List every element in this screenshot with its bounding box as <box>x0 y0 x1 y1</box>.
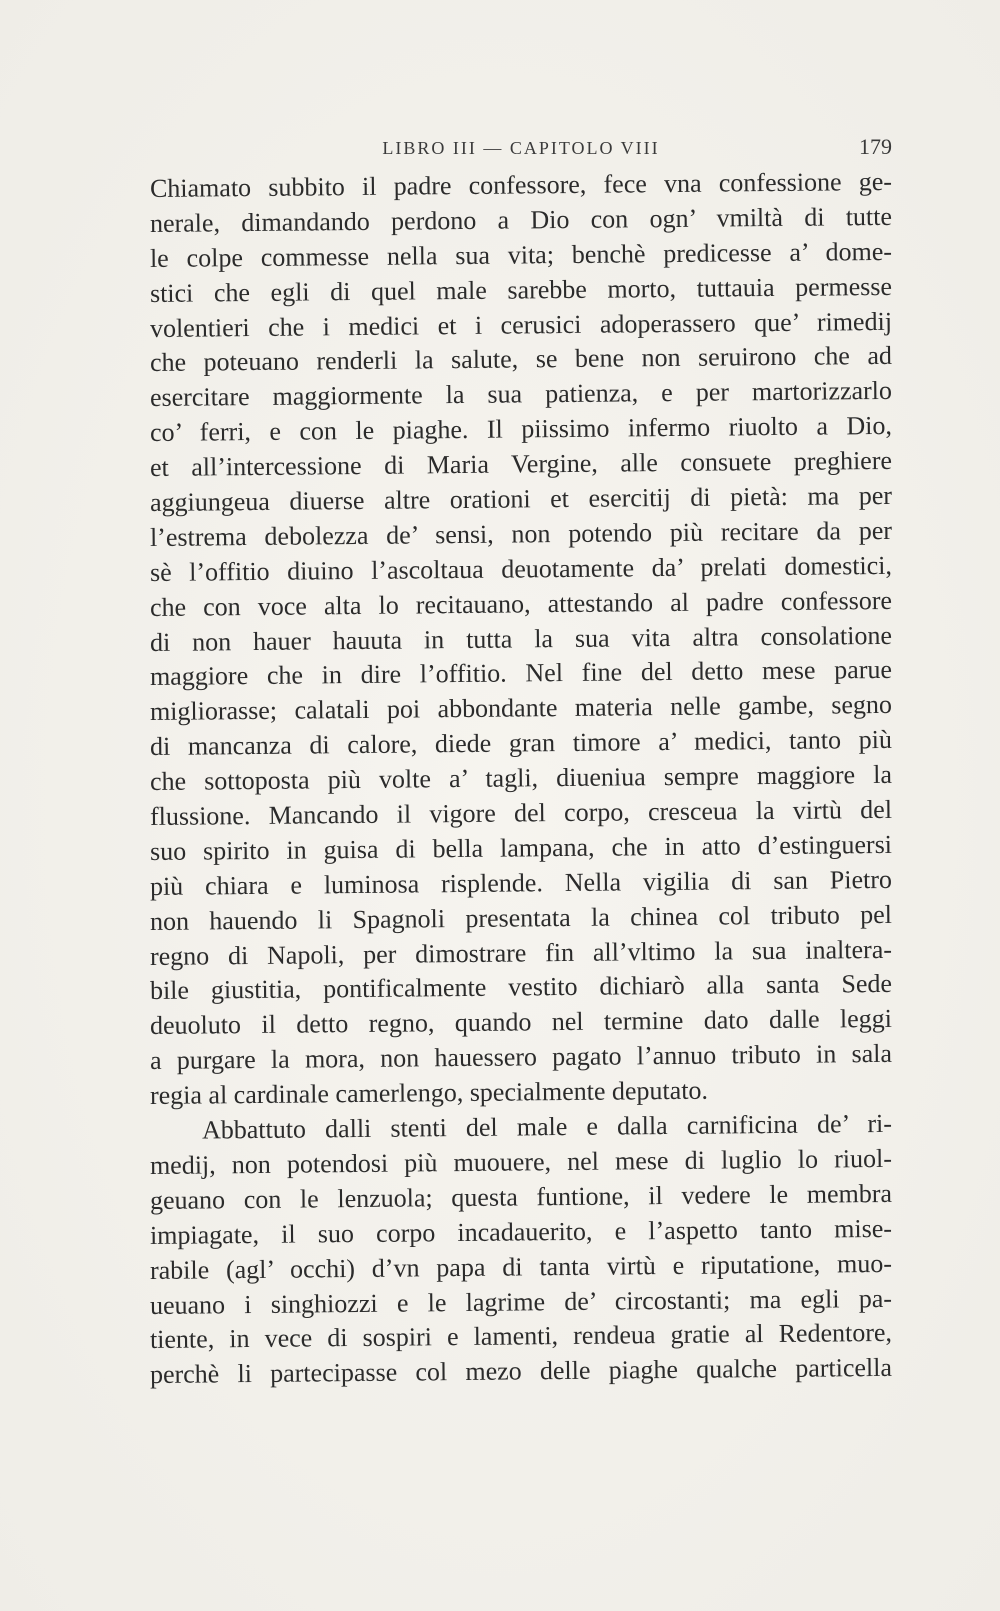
text-line: tiente, in vece di sospiri e lamenti, rendeua gratie al Redentore, <box>149 1318 893 1355</box>
text-line: a purgare la mora, non hauessero pagato l’annuo tributo in sala <box>149 1039 893 1076</box>
text-line: non hauendo li Spagnoli presentata la chinea col tributo pel <box>149 899 893 936</box>
text-line: regia al cardinale camerlengo, specialmente deputato. <box>149 1075 709 1111</box>
text-line: geuano con le lenzuola; questa funtione, il vedere le membra <box>149 1178 893 1215</box>
text-line: medij, non potendosi più muouere, nel mese di luglio lo riuol- <box>149 1143 893 1180</box>
text-line: esercitare maggiormente la sua patienza, e per martorizzarlo <box>149 376 893 413</box>
text-line: Chiamato subbito il padre confessore, fece vna confessione ge- <box>149 166 893 203</box>
text-line: nerale, dimandando perdono a Dio con ogn’ vmiltà di tutte <box>149 201 893 238</box>
text-line: suo spirito in guisa di bella lampana, che in atto d’estinguersi <box>149 829 893 866</box>
text-line: più chiara e luminosa risplende. Nella vigilia di san Pietro <box>149 864 893 901</box>
text-line: maggiore che in dire l’offitio. Nel fine del detto mese parue <box>149 655 893 692</box>
text-line: che poteuano renderli la salute, se bene non seruirono che ad <box>149 341 893 378</box>
body-text <box>149 166 893 1393</box>
running-title: LIBRO III — CAPITOLO VIII <box>382 138 660 158</box>
text-line: che con voce alta lo recitauano, attestando al padre confessore <box>149 585 893 622</box>
text-line: flussione. Mancando il vigore del corpo, cresceua la virtù del <box>149 794 893 832</box>
text-line: co’ ferri, e con le piaghe. Il piissimo infermo riuolto a Dio, <box>149 411 893 448</box>
text-line: l’estrema debolezza de’ sensi, non potendo più recitare da per <box>149 515 893 552</box>
text-line: regno di Napoli, per dimostrare fin all’vltimo la sua inaltera- <box>149 934 893 971</box>
running-head <box>150 128 892 168</box>
text-line: impiagate, il suo corpo incadauerito, e l’aspetto tanto mise- <box>149 1213 893 1250</box>
text-line: deuoluto il detto regno, quando nel termine dato dalle leggi <box>149 1004 893 1041</box>
page-number: 179 <box>859 134 892 159</box>
text-line: rabile (agl’ occhi) d’vn papa di tanta virtù e riputatione, muo- <box>149 1248 893 1285</box>
text-line: di mancanza di calore, diede gran timore a’ medici, tanto più <box>149 725 893 762</box>
text-line: perchè li partecipasse col mezo delle piaghe qualche particella <box>149 1353 893 1390</box>
text-line: sè l’offitio diuino l’ascoltaua deuotamente da’ prelati domestici, <box>149 550 893 587</box>
text-line: volentieri che i medici et i cerusici adoperassero que’ rimedij <box>149 306 893 343</box>
text-line: Abbattuto dalli stenti del male e dalla carnificina de’ ri- <box>201 1108 893 1145</box>
text-line: stici che egli di quel male sarebbe morto, tuttauia permesse <box>149 271 893 308</box>
text-line: che sottoposta più volte a’ tagli, diueniua sempre maggiore la <box>149 760 893 797</box>
text-line: bile giustitia, pontificalmente vestito dichiarò alla santa Sede <box>149 969 893 1006</box>
text-line: ueuano i singhiozzi e le lagrime de’ circostanti; ma egli pa- <box>149 1283 893 1320</box>
text-line: di non hauer hauuta in tutta la sua vita altra consolatione <box>149 620 893 657</box>
text-line: le colpe commesse nella sua vita; benchè predicesse a’ dome- <box>149 236 893 273</box>
text-line: aggiungeua diuerse altre orationi et esercitij di pietà: ma per <box>149 480 893 518</box>
text-line: migliorasse; calatali poi abbondante materia nelle gambe, segno <box>149 690 893 727</box>
text-line: et all’intercessione di Maria Vergine, alle consuete preghiere <box>149 446 893 483</box>
